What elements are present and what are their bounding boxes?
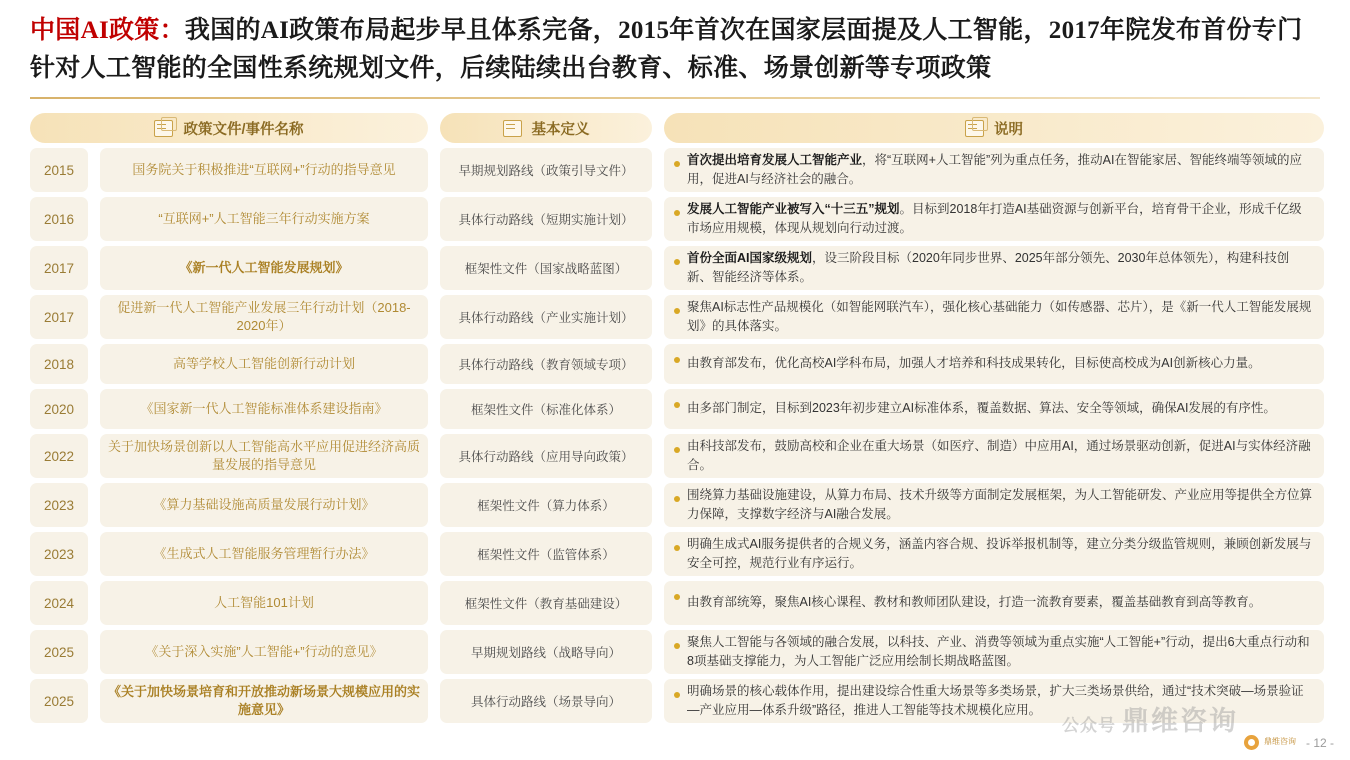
cell-description xyxy=(664,679,1324,723)
note-icon xyxy=(503,120,522,137)
cell-description xyxy=(664,197,1324,241)
brand-logo xyxy=(1244,735,1296,750)
bullet-icon xyxy=(674,402,680,408)
cell-definition: 具体行动路线（产业实施计划） xyxy=(440,295,652,339)
cell-name: 人工智能101计划 xyxy=(100,581,428,625)
watermark-prefix: 公众号 xyxy=(1062,716,1116,736)
table-row xyxy=(30,630,1324,674)
table-row xyxy=(30,389,1324,429)
cell-definition: 框架性文件（算力体系） xyxy=(440,483,652,527)
cell-definition: 早期规划路线（政策引导文件） xyxy=(440,148,652,192)
table-row xyxy=(30,344,1324,384)
cell-description-rest: 由教育部统筹，聚焦AI核心课程、教材和教师团队建设，打造一流教育要素，覆盖基础教育到高等教育。 xyxy=(687,595,1262,610)
cell-year: 2015 xyxy=(30,148,88,192)
column-header-description xyxy=(664,113,1324,143)
table-row xyxy=(30,532,1324,576)
cell-description xyxy=(664,483,1324,527)
cell-definition: 具体行动路线（应用导向政策） xyxy=(440,434,652,478)
cell-name: 《生成式人工智能服务管理暂行办法》 xyxy=(100,532,428,576)
logo-label: 鼎维咨询 xyxy=(1264,737,1296,747)
page-title-rest: 我国的AI政策布局起步早且体系完备，2015年首次在国家层面提及人工智能，2017年院发布首份专门针对人工智能的全国性系统规划文件，后续陆续出台教育、标准、场景创新等专项政策 xyxy=(30,17,1303,82)
table-row xyxy=(30,148,1324,192)
bullet-icon xyxy=(674,496,680,502)
cell-description xyxy=(664,532,1324,576)
cell-name: 《关于加快场景培育和开放推动新场景大规模应用的实施意见》 xyxy=(100,679,428,723)
cell-description-rest: 聚焦人工智能与各领域的融合发展，以科技、产业、消费等领域为重点实施“人工智能+”行动，提出6大重点行动和8项基础支撑能力，为人工智能广泛应用绘制长期战略蓝图。 xyxy=(687,634,1310,668)
bullet-icon xyxy=(674,594,680,600)
column-header-name xyxy=(30,113,428,143)
cell-description xyxy=(664,630,1324,674)
column-header-definition xyxy=(440,113,652,143)
cell-year: 2025 xyxy=(30,679,88,723)
cell-description-rest: 明确生成式AI服务提供者的合规义务，涵盖内容合规、投诉举报机制等，建立分类分级监管规则，兼顾创新发展与安全可控，规范行业有序运行。 xyxy=(687,536,1312,570)
watermark-text: 鼎维咨询 xyxy=(1122,706,1238,736)
cell-name: 促进新一代人工智能产业发展三年行动计划（2018-2020年） xyxy=(100,295,428,339)
cell-description-rest: 由教育部发布，优化高校AI学科布局，加强人才培养和科技成果转化，目标使高校成为AI创新核心力量。 xyxy=(687,356,1261,371)
cell-definition: 框架性文件（国家战略蓝图） xyxy=(440,246,652,290)
cell-description xyxy=(664,389,1324,429)
cell-name: 《算力基础设施高质量发展行动计划》 xyxy=(100,483,428,527)
cell-description-rest: ，将“互联网+人工智能”列为重点任务，推动AI在智能家居、智能终端等领域的应用，促进AI与经济社会的融合。 xyxy=(687,152,1302,186)
cell-description xyxy=(664,246,1324,290)
policy-table xyxy=(30,113,1324,723)
cell-year: 2024 xyxy=(30,581,88,625)
cell-definition: 框架性文件（教育基础建设） xyxy=(440,581,652,625)
cell-name: 《国家新一代人工智能标准体系建设指南》 xyxy=(100,389,428,429)
cell-year: 2017 xyxy=(30,246,88,290)
table-row xyxy=(30,246,1324,290)
bullet-icon xyxy=(674,643,680,649)
bullet-icon xyxy=(674,545,680,551)
cell-description-rest: 由科技部发布，鼓励高校和企业在重大场景（如医疗、制造）中应用AI，通过场景驱动创新，促进AI与实体经济融合。 xyxy=(687,438,1311,472)
cell-description-lead: 首份全面AI国家级规划 xyxy=(687,250,813,265)
cell-name: 高等学校人工智能创新行动计划 xyxy=(100,344,428,384)
bullet-icon xyxy=(674,357,680,363)
cell-year: 2025 xyxy=(30,630,88,674)
document-icon xyxy=(154,120,173,137)
cell-description-rest: 由多部门制定，目标到2023年初步建立AI标准体系，覆盖数据、算法、安全等领域，确保AI发展的有序性。 xyxy=(687,401,1276,416)
cell-name: 《关于深入实施”人工智能+”行动的意见》 xyxy=(100,630,428,674)
cell-year: 2020 xyxy=(30,389,88,429)
cell-definition: 框架性文件（监管体系） xyxy=(440,532,652,576)
cell-description-rest: 。目标到2018年打造AI基础资源与创新平台，培育骨干企业，形成千亿级市场应用规模，体现从规划向行动过渡。 xyxy=(687,201,1302,235)
bullet-icon xyxy=(674,259,680,265)
bullet-icon xyxy=(674,692,680,698)
list-icon xyxy=(965,120,984,137)
cell-description xyxy=(664,581,1324,625)
cell-year: 2018 xyxy=(30,344,88,384)
cell-description-rest: 明确场景的核心载体作用，提出建设综合性重大场景等多类场景，扩大三类场景供给，通过“技术突破—场景验证—产业应用—体系升级”路径，推进人工智能等技术规模化应用。 xyxy=(687,683,1304,717)
table-row xyxy=(30,295,1324,339)
table-row xyxy=(30,197,1324,241)
bullet-icon xyxy=(674,161,680,167)
cell-definition: 具体行动路线（场景导向） xyxy=(440,679,652,723)
page-title-highlight: 中国AI政策： xyxy=(30,17,185,44)
logo-icon xyxy=(1244,735,1259,750)
cell-definition: 框架性文件（标准化体系） xyxy=(440,389,652,429)
cell-name: 关于加快场景创新以人工智能高水平应用促进经济高质量发展的指导意见 xyxy=(100,434,428,478)
table-row xyxy=(30,679,1324,723)
cell-description xyxy=(664,148,1324,192)
cell-year: 2023 xyxy=(30,532,88,576)
table-row xyxy=(30,483,1324,527)
cell-description xyxy=(664,295,1324,339)
cell-description-rest: ，设三阶段目标（2020年同步世界、2025年部分领先、2030年总体领先），构建科技创新、智能经济等体系。 xyxy=(687,250,1290,284)
cell-definition: 具体行动路线（教育领域专项） xyxy=(440,344,652,384)
column-header-name-label: 政策文件/事件名称 xyxy=(183,121,304,138)
bullet-icon xyxy=(674,210,680,216)
cell-description-rest: 聚焦AI标志性产品规模化（如智能网联汽车），强化核心基础能力（如传感器、芯片），是《新一代人工智能发展规划》的具体落实。 xyxy=(687,299,1312,333)
cell-definition: 早期规划路线（战略导向） xyxy=(440,630,652,674)
cell-year: 2022 xyxy=(30,434,88,478)
column-header-description-label: 说明 xyxy=(994,121,1023,138)
cell-definition: 具体行动路线（短期实施计划） xyxy=(440,197,652,241)
column-header-definition-label: 基本定义 xyxy=(531,121,590,138)
cell-name: “互联网+”人工智能三年行动实施方案 xyxy=(100,197,428,241)
table-row xyxy=(30,581,1324,625)
cell-description-rest: 围绕算力基础设施建设，从算力布局、技术升级等方面制定发展框架，为人工智能研发、产业应用等提供全方位算力保障，支撑数字经济与AI融合发展。 xyxy=(687,487,1313,521)
cell-year: 2016 xyxy=(30,197,88,241)
table-row xyxy=(30,434,1324,478)
cell-name: 国务院关于积极推进“互联网+”行动的指导意见 xyxy=(100,148,428,192)
bullet-icon xyxy=(674,447,680,453)
cell-year: 2017 xyxy=(30,295,88,339)
title-divider xyxy=(30,97,1320,99)
page-number: - 12 - xyxy=(1305,736,1334,750)
cell-description-lead: 首次提出培育发展人工智能产业 xyxy=(687,152,863,167)
cell-description-lead: 发展人工智能产业被写入“十三五”规划 xyxy=(687,201,900,216)
cell-name: 《新一代人工智能发展规划》 xyxy=(100,246,428,290)
bullet-icon xyxy=(674,308,680,314)
cell-description xyxy=(664,434,1324,478)
cell-description xyxy=(664,344,1324,384)
cell-year: 2023 xyxy=(30,483,88,527)
table-header-row xyxy=(30,113,1324,143)
page-title xyxy=(0,0,1350,87)
